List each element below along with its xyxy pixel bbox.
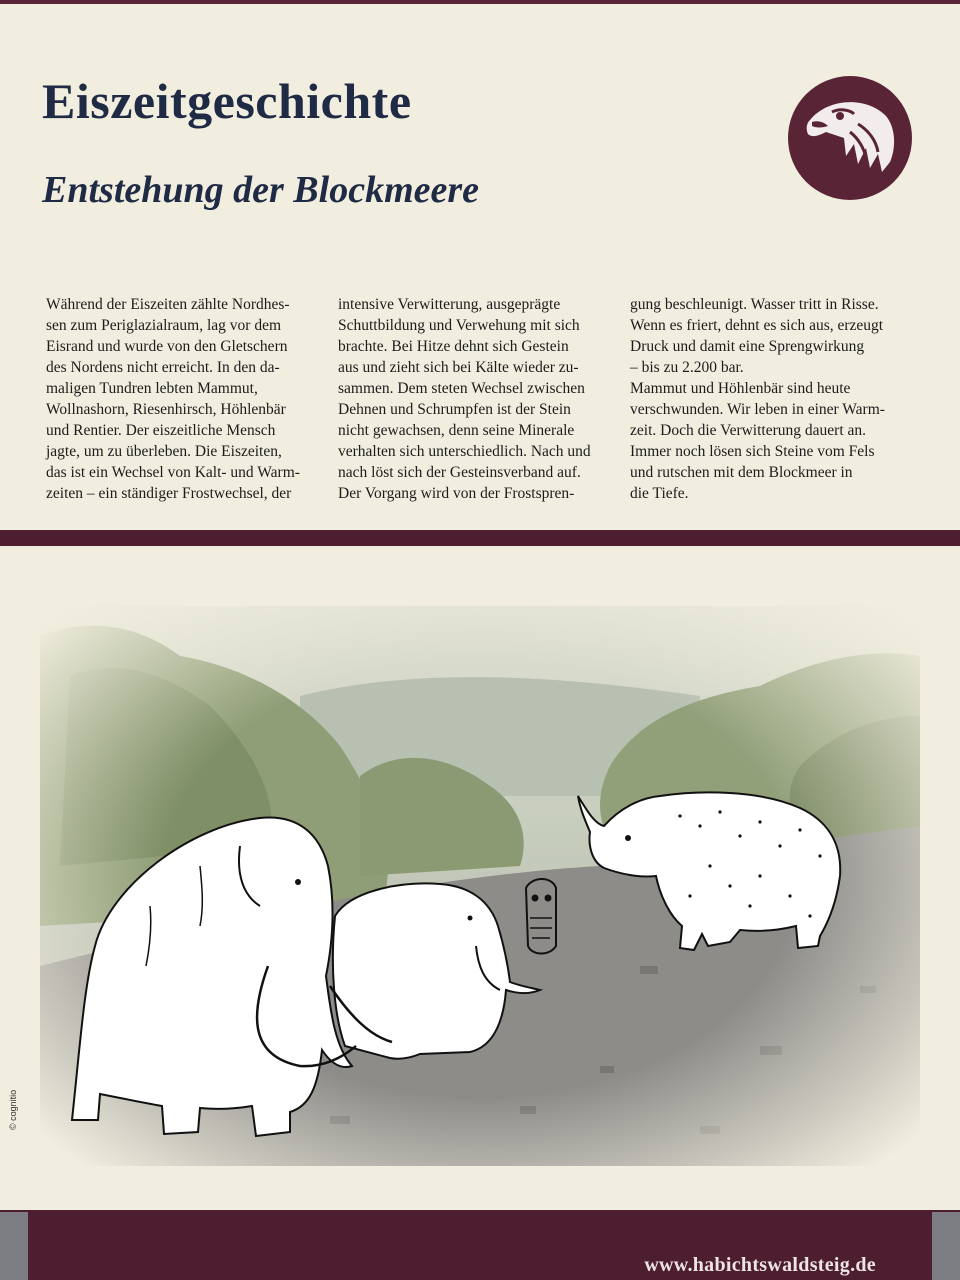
section-divider (0, 530, 960, 546)
hawk-head-icon (788, 76, 912, 200)
top-border (0, 0, 960, 4)
page-subtitle: Entstehung der Blockmeere (42, 169, 480, 211)
text-column-3: gung beschleunigt. Wasser tritt in Risse. Wenn es friert, dehnt es sich aus, erzeugt Druck und damit eine Sprengwirkung – bis zu 2.200 bar. Mammut und Höhlenbär sind heute verschwunden. Wir leben in einer Warm- zeit. Doch die Verwitterung dauert an. Immer noch lösen sich Steine vom Fels und rutschen mit dem Blockmeer in die Tiefe. (630, 296, 885, 502)
page-title: Eiszeitgeschichte (42, 73, 412, 129)
ice-age-illustration (0, 546, 960, 1210)
post-right (932, 1212, 960, 1280)
website-url: www.habichtswaldsteig.de (644, 1254, 876, 1276)
text-column-1: Während der Eiszeiten zählte Nordhes- sen zum Periglazialraum, lag vor dem Eisrand und wurde von den Gletschern des Nordens nicht erreicht. In den da- maligen Tundren lebten Mammut, Wollnashorn, Riesenhirsch, Höhlenbär und Rentier. Der eiszeitliche Mensch jagte, um zu überleben. Die Eiszeiten, das ist ein Wechsel von Kalt- und Warm- zeiten – ein ständiger Frostwechsel, der (46, 296, 300, 502)
post-left (0, 1212, 28, 1280)
image-credit: © cognitio (8, 1089, 18, 1130)
text-column-2: intensive Verwitterung, ausgeprägte Schuttbildung und Verwehung mit sich brachte. Bei Hitze dehnt sich Gestein aus und zieht sich bei Kälte wieder zu- sammen. Dem steten Wechsel zwischen Dehnen und Schrumpfen ist der Stein nicht gewachsen, denn seine Minerale verhalten sich unterschiedlich. Nach und nach löst sich der Gesteinsverband auf. Der Vorgang wird von der Frostspren- (338, 296, 591, 502)
